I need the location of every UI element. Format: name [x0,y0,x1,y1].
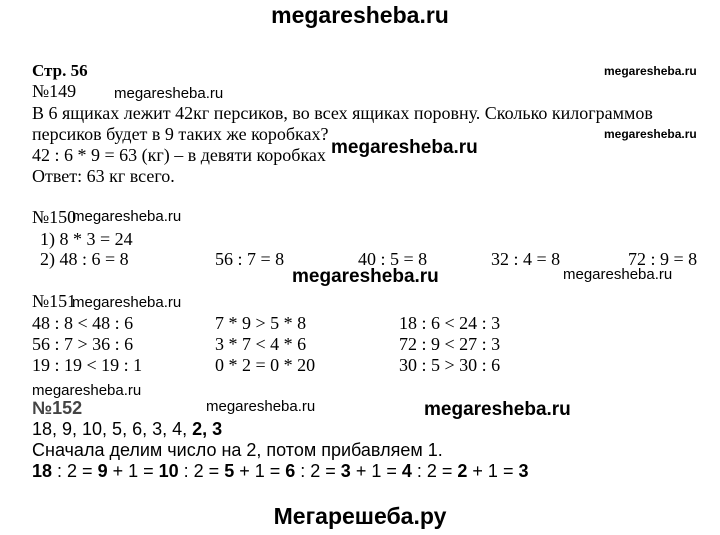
calc-part: : 2 = [411,461,458,481]
task-150-row2-label: 2) 48 : 6 = 8 [40,249,129,269]
task-150-cell: 56 : 7 = 8 [215,249,285,269]
task-152-calculation [32,461,528,482]
task-151-cell: 7 * 9 > 5 * 8 [215,313,307,333]
calc-part: + 1 = [107,461,159,481]
task-151-cell: 19 : 19 < 19 : 1 [32,355,143,375]
task-152-sequence-start: 18, 9, 10, 5, 6, 3, 4, [32,419,193,439]
site-footer: Мегарешеба.ру [273,503,447,529]
watermark: megaresheba.ru [604,127,697,141]
task-152-sequence-answer: 2, 3 [192,419,223,439]
watermark: megaresheba.ru [331,137,478,158]
task-150-cell: 72 : 9 = 8 [628,249,698,269]
calc-part: 9 [97,461,108,481]
calc-part: 2 [457,461,468,481]
task-152-rule: Сначала делим число на 2, потом прибавляем 1. [32,440,443,460]
task-152-sequence [32,419,222,440]
task-151-cell: 0 * 2 = 0 * 20 [215,355,316,375]
calc-part: + 1 = [467,461,519,481]
page-number: Стр. 56 [32,61,88,80]
watermark: megaresheba.ru [424,399,571,420]
calc-part: + 1 = [350,461,402,481]
watermark: megaresheba.ru [72,294,182,311]
calc-part: 4 [401,461,412,481]
task-151-number: №151 [32,291,77,311]
task-149-text-line1: В 6 ящиках лежит 42кг персиков, во всех ящиках поровну. Сколько килограммов [32,103,653,123]
watermark: megaresheba.ru [72,208,182,225]
watermark: megaresheba.ru [32,382,142,399]
task-151-cell: 72 : 9 < 27 : 3 [399,334,501,354]
calc-part: 10 [158,461,179,481]
task-151-cell: 56 : 7 > 36 : 6 [32,334,134,354]
calc-part: : 2 = [178,461,225,481]
calc-part: 3 [340,461,351,481]
watermark: megaresheba.ru [206,398,316,415]
task-150-cell: 40 : 5 = 8 [358,249,428,269]
watermark: megaresheba.ru [563,266,673,283]
watermark: megaresheba.ru [604,64,697,78]
calc-part: 3 [518,461,529,481]
task-149-text-line2: персиков будет в 9 таких же коробках? [32,124,329,144]
calc-part: + 1 = [234,461,286,481]
task-149-answer: Ответ: 63 кг всего. [32,166,175,186]
task-152-number: №152 [32,398,83,418]
calc-part: 18 [32,461,53,481]
watermark: megaresheba.ru [114,85,224,102]
task-150-row1: 1) 8 * 3 = 24 [40,229,133,249]
task-149-solution: 42 : 6 * 9 = 63 (кг) – в девяти коробках [32,145,326,165]
calc-part: : 2 = [52,461,98,481]
task-151-cell: 48 : 8 < 48 : 6 [32,313,134,333]
task-149-number: №149 [32,81,77,101]
task-150-number: №150 [32,207,77,227]
watermark: megaresheba.ru [292,266,439,287]
calc-part: : 2 = [295,461,341,481]
task-151-cell: 30 : 5 > 30 : 6 [399,355,501,375]
task-151-cell: 18 : 6 < 24 : 3 [399,313,501,333]
site-header: megaresheba.ru [271,2,449,28]
calc-part: 5 [224,461,235,481]
task-150-cell: 32 : 4 = 8 [491,249,561,269]
task-151-cell: 3 * 7 < 4 * 6 [215,334,307,354]
calc-part: 6 [285,461,296,481]
